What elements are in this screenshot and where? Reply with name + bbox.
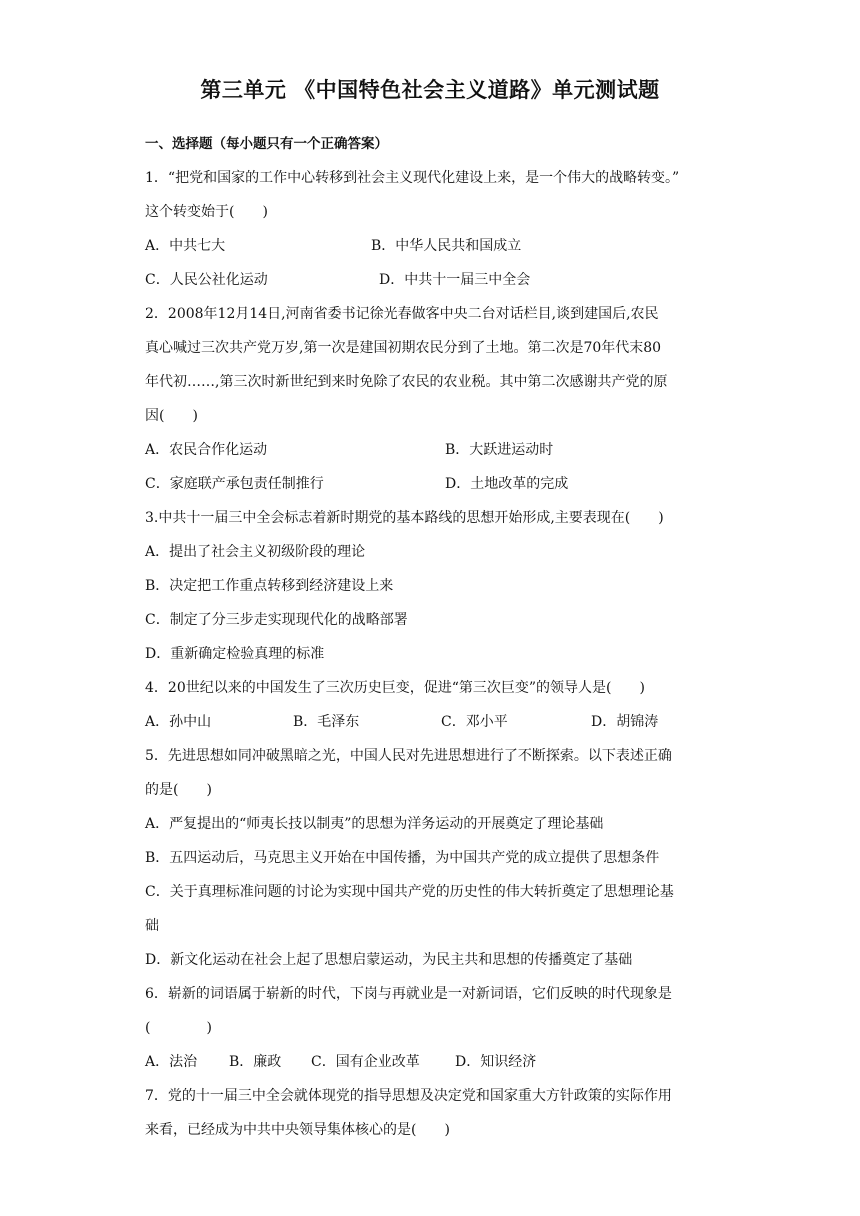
question-5-option-b: B．五四运动后，马克思主义开始在中国传播，为中国共产党的成立提供了思想条件 — [145, 850, 660, 866]
question-4-options-row — [145, 705, 735, 739]
question-2-stem-line: 年代初……,第三次时新世纪到来时免除了农民的农业税。其中第二次感谢共产党的原 — [145, 374, 668, 390]
question-3-option-b: B．决定把工作重点转移到经济建设上来 — [145, 578, 394, 594]
question-4-stem-line: 4．20世纪以来的中国发生了三次历史巨变，促进“第三次巨变”的领导人是( ) — [145, 680, 645, 696]
question-3-option-a: A．提出了社会主义初级阶段的理论 — [145, 544, 366, 560]
question-4-option-b: B．毛泽东 — [293, 714, 360, 730]
question-1-stem-line: 这个转变始于( ) — [145, 204, 268, 220]
question-6-option-c: C．国有企业改革 — [311, 1054, 420, 1070]
question-7-stem-line: 7．党的十一届三中全会就体现党的指导思想及决定党和国家重大方针政策的实际作用 — [145, 1088, 672, 1104]
question-5-option-a: A．严复提出的“师夷长技以制夷”的思想为洋务运动的开展奠定了理论基础 — [145, 816, 604, 832]
question-1-options-row — [145, 229, 735, 263]
question-4-option-c: C．邓小平 — [441, 714, 508, 730]
question-5-stem-line: 的是( ) — [145, 782, 212, 798]
question-2-option-d: D．土地改革的完成 — [445, 476, 569, 492]
question-5-stem-line: 5．先进思想如同冲破黑暗之光，中国人民对先进思想进行了不断探索。以下表述正确 — [145, 748, 672, 764]
question-3-option-d: D．重新确定检验真理的标准 — [145, 646, 325, 662]
question-6-option-b: B．廉政 — [229, 1054, 282, 1070]
question-1-option-c: C．人民公社化运动 — [145, 272, 268, 288]
question-1-options-row — [145, 263, 735, 297]
question-2-option-a: A．农民合作化运动 — [145, 442, 268, 458]
question-6-option-d: D．知识经济 — [455, 1054, 537, 1070]
question-6-stem-line: 6．崭新的词语属于崭新的时代，下岗与再就业是一对新词语，它们反映的时代现象是 — [145, 986, 672, 1002]
question-1-option-d: D．中共十一届三中全会 — [379, 272, 531, 288]
question-5-option-d: D．新文化运动在社会上起了思想启蒙运动，为民主共和思想的传播奠定了基础 — [145, 952, 633, 968]
section-header: 一、选择题（每小题只有一个正确答案） — [145, 136, 388, 152]
question-1-option-b: B．中华人民共和国成立 — [371, 238, 522, 254]
question-6-option-a: A．法治 — [145, 1054, 198, 1070]
question-2-options-row — [145, 467, 735, 501]
question-4-option-d: D．胡锦涛 — [591, 714, 659, 730]
question-4-option-a: A．孙中山 — [145, 714, 212, 730]
question-6-stem-line: ( ) — [145, 1020, 212, 1036]
question-6-options-row — [145, 1045, 735, 1079]
question-1-stem-line: 1．“把党和国家的工作中心转移到社会主义现代化建设上来，是一个伟大的战略转变。” — [145, 170, 680, 186]
question-3-stem-line: 3.中共十一届三中全会标志着新时期党的基本路线的思想开始形成,主要表现在( ) — [145, 510, 664, 526]
page-title: 第三单元 《中国特色社会主义道路》单元测试题 — [200, 78, 660, 102]
question-3-option-c: C．制定了分三步走实现现代化的战略部署 — [145, 612, 408, 628]
question-2-stem-line: 真心喊过三次共产党万岁,第一次是建国初期农民分到了土地。第二次是70年代末80 — [145, 340, 662, 356]
question-2-options-row — [145, 433, 735, 467]
question-7-stem-line: 来看，已经成为中共中央领导集体核心的是( ) — [145, 1122, 450, 1138]
question-2-stem-line: 因( ) — [145, 408, 198, 424]
question-1-option-a: A．中共七大 — [145, 238, 226, 254]
question-2-stem-line: 2．2008年12月14日,河南省委书记徐光春做客中央二台对话栏目,谈到建国后,农民 — [145, 306, 659, 322]
question-list — [145, 127, 735, 1147]
question-2-option-c: C．家庭联产承包责任制推行 — [145, 476, 324, 492]
question-5-option-c-continued: 础 — [145, 918, 159, 934]
question-2-option-b: B．大跃进运动时 — [445, 442, 554, 458]
question-5-option-c: C．关于真理标准问题的讨论为实现中国共产党的历史性的伟大转折奠定了思想理论基 — [145, 884, 674, 900]
